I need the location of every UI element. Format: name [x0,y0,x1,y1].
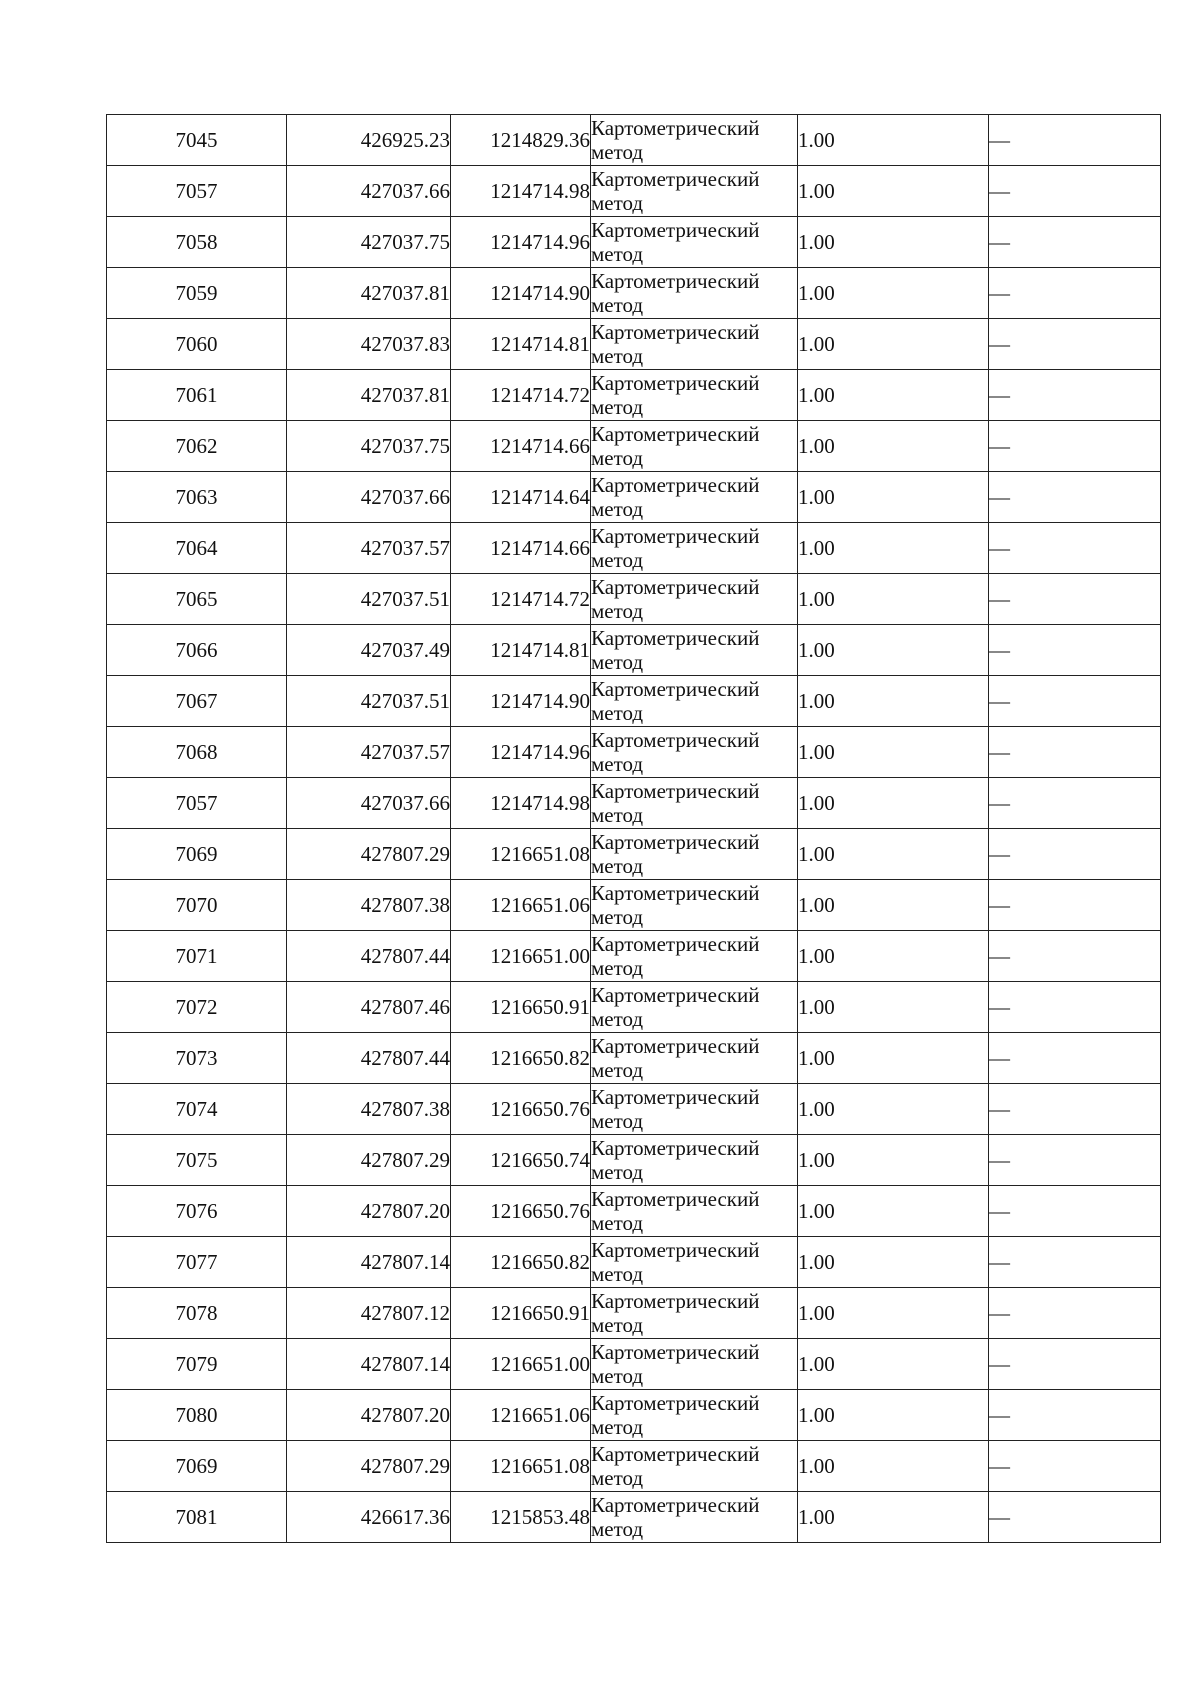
description-cell: — [989,625,1161,676]
description-cell: — [989,1033,1161,1084]
method-cell [591,1441,798,1492]
point-number-cell: 7070 [107,880,287,931]
method-line-2: метод [591,752,644,776]
point-number-cell: 7058 [107,217,287,268]
y-coordinate-cell: 1214714.81 [451,625,591,676]
description-cell: — [989,931,1161,982]
method-cell [591,1237,798,1288]
description-cell: — [989,880,1161,931]
method-line-2: метод [591,497,644,521]
table-row [107,829,1161,880]
method-line-2: метод [591,1415,644,1439]
method-line-2: метод [591,1007,644,1031]
table-row [107,268,1161,319]
method-cell [591,1186,798,1237]
point-number-cell: 7066 [107,625,287,676]
method-line-1: Картометрический [591,881,760,905]
method-cell [591,574,798,625]
coordinates-table-body [107,115,1161,1543]
table-row [107,166,1161,217]
y-coordinate-cell: 1216650.74 [451,1135,591,1186]
point-number-cell: 7069 [107,1441,287,1492]
x-coordinate-cell: 427807.20 [287,1186,451,1237]
method-cell [591,1492,798,1543]
accuracy-cell: 1.00 [798,778,989,829]
table-row [107,115,1161,166]
x-coordinate-cell: 427807.38 [287,880,451,931]
table-row [107,931,1161,982]
x-coordinate-cell: 427807.20 [287,1390,451,1441]
point-number-cell: 7057 [107,166,287,217]
accuracy-cell: 1.00 [798,166,989,217]
method-cell [591,472,798,523]
x-coordinate-cell: 426617.36 [287,1492,451,1543]
accuracy-cell: 1.00 [798,1237,989,1288]
accuracy-cell: 1.00 [798,1084,989,1135]
method-line-1: Картометрический [591,422,760,446]
point-number-cell: 7073 [107,1033,287,1084]
description-cell: — [989,370,1161,421]
accuracy-cell: 1.00 [798,217,989,268]
x-coordinate-cell: 427037.81 [287,268,451,319]
method-cell [591,1390,798,1441]
method-line-1: Картометрический [591,1034,760,1058]
table-row [107,319,1161,370]
table-row [107,1441,1161,1492]
point-number-cell: 7062 [107,421,287,472]
method-line-1: Картометрический [591,932,760,956]
method-cell [591,319,798,370]
point-number-cell: 7059 [107,268,287,319]
table-row [107,676,1161,727]
y-coordinate-cell: 1216650.76 [451,1186,591,1237]
method-cell [591,1084,798,1135]
method-line-2: метод [591,293,644,317]
point-number-cell: 7045 [107,115,287,166]
x-coordinate-cell: 427037.51 [287,676,451,727]
method-line-2: метод [591,344,644,368]
description-cell: — [989,1441,1161,1492]
accuracy-cell: 1.00 [798,523,989,574]
point-number-cell: 7079 [107,1339,287,1390]
method-line-1: Картометрический [591,728,760,752]
y-coordinate-cell: 1214714.72 [451,370,591,421]
point-number-cell: 7060 [107,319,287,370]
y-coordinate-cell: 1216650.91 [451,982,591,1033]
method-line-1: Картометрический [591,1085,760,1109]
method-line-2: метод [591,650,644,674]
accuracy-cell: 1.00 [798,472,989,523]
point-number-cell: 7076 [107,1186,287,1237]
method-line-2: метод [591,242,644,266]
x-coordinate-cell: 427807.38 [287,1084,451,1135]
x-coordinate-cell: 427037.81 [287,370,451,421]
y-coordinate-cell: 1214714.96 [451,217,591,268]
description-cell: — [989,1288,1161,1339]
point-number-cell: 7078 [107,1288,287,1339]
point-number-cell: 7067 [107,676,287,727]
x-coordinate-cell: 427807.29 [287,1441,451,1492]
point-number-cell: 7074 [107,1084,287,1135]
point-number-cell: 7077 [107,1237,287,1288]
x-coordinate-cell: 427037.66 [287,472,451,523]
x-coordinate-cell: 427037.57 [287,727,451,778]
description-cell: — [989,1390,1161,1441]
accuracy-cell: 1.00 [798,1186,989,1237]
description-cell: — [989,727,1161,778]
method-line-2: метод [591,701,644,725]
method-line-2: метод [591,1517,644,1541]
accuracy-cell: 1.00 [798,115,989,166]
method-cell [591,880,798,931]
method-line-2: метод [591,446,644,470]
method-line-1: Картометрический [591,779,760,803]
table-row [107,982,1161,1033]
accuracy-cell: 1.00 [798,1492,989,1543]
y-coordinate-cell: 1214714.98 [451,166,591,217]
x-coordinate-cell: 427037.66 [287,166,451,217]
method-line-2: метод [591,1364,644,1388]
description-cell: — [989,676,1161,727]
description-cell: — [989,523,1161,574]
method-line-2: метод [591,395,644,419]
description-cell: — [989,1492,1161,1543]
y-coordinate-cell: 1214714.64 [451,472,591,523]
x-coordinate-cell: 427037.57 [287,523,451,574]
y-coordinate-cell: 1216651.00 [451,1339,591,1390]
method-cell [591,676,798,727]
method-line-2: метод [591,1466,644,1490]
table-row [107,1135,1161,1186]
method-cell [591,727,798,778]
x-coordinate-cell: 427037.51 [287,574,451,625]
point-number-cell: 7068 [107,727,287,778]
y-coordinate-cell: 1214714.96 [451,727,591,778]
accuracy-cell: 1.00 [798,829,989,880]
table-row [107,1492,1161,1543]
accuracy-cell: 1.00 [798,1390,989,1441]
method-line-2: метод [591,1109,644,1133]
accuracy-cell: 1.00 [798,1033,989,1084]
accuracy-cell: 1.00 [798,370,989,421]
method-line-2: метод [591,1058,644,1082]
method-line-2: метод [591,803,644,827]
point-number-cell: 7080 [107,1390,287,1441]
description-cell: — [989,1186,1161,1237]
table-row [107,421,1161,472]
method-cell [591,217,798,268]
description-cell: — [989,115,1161,166]
method-line-2: метод [591,191,644,215]
point-number-cell: 7061 [107,370,287,421]
table-row [107,472,1161,523]
point-number-cell: 7069 [107,829,287,880]
table-row [107,1390,1161,1441]
method-line-1: Картометрический [591,1442,760,1466]
x-coordinate-cell: 427807.14 [287,1237,451,1288]
method-cell [591,625,798,676]
table-row [107,778,1161,829]
y-coordinate-cell: 1216651.08 [451,1441,591,1492]
y-coordinate-cell: 1214829.36 [451,115,591,166]
table-row [107,1084,1161,1135]
method-line-1: Картометрический [591,218,760,242]
y-coordinate-cell: 1216650.91 [451,1288,591,1339]
table-row [107,727,1161,778]
accuracy-cell: 1.00 [798,676,989,727]
method-cell [591,166,798,217]
description-cell: — [989,1339,1161,1390]
accuracy-cell: 1.00 [798,421,989,472]
x-coordinate-cell: 427807.44 [287,931,451,982]
table-row [107,1339,1161,1390]
method-cell [591,421,798,472]
x-coordinate-cell: 427807.29 [287,1135,451,1186]
method-line-1: Картометрический [591,1187,760,1211]
method-cell [591,1033,798,1084]
description-cell: — [989,1237,1161,1288]
x-coordinate-cell: 427037.75 [287,421,451,472]
x-coordinate-cell: 427807.12 [287,1288,451,1339]
table-row [107,523,1161,574]
y-coordinate-cell: 1214714.98 [451,778,591,829]
table-row [107,1288,1161,1339]
point-number-cell: 7063 [107,472,287,523]
method-line-2: метод [591,956,644,980]
method-cell [591,370,798,421]
method-line-2: метод [591,599,644,623]
description-cell: — [989,982,1161,1033]
method-line-1: Картометрический [591,1238,760,1262]
x-coordinate-cell: 427807.46 [287,982,451,1033]
point-number-cell: 7075 [107,1135,287,1186]
y-coordinate-cell: 1216650.76 [451,1084,591,1135]
method-line-1: Картометрический [591,116,760,140]
method-line-1: Картометрический [591,371,760,395]
method-line-1: Картометрический [591,167,760,191]
x-coordinate-cell: 427037.49 [287,625,451,676]
method-cell [591,982,798,1033]
method-line-2: метод [591,905,644,929]
method-cell [591,115,798,166]
method-line-1: Картометрический [591,626,760,650]
accuracy-cell: 1.00 [798,319,989,370]
method-cell [591,1339,798,1390]
method-line-1: Картометрический [591,1493,760,1517]
method-line-2: метод [591,140,644,164]
y-coordinate-cell: 1216650.82 [451,1033,591,1084]
description-cell: — [989,829,1161,880]
method-cell [591,523,798,574]
method-line-1: Картометрический [591,983,760,1007]
x-coordinate-cell: 427807.29 [287,829,451,880]
x-coordinate-cell: 427037.75 [287,217,451,268]
method-line-1: Картометрический [591,1340,760,1364]
method-line-1: Картометрический [591,1136,760,1160]
method-line-1: Картометрический [591,320,760,344]
accuracy-cell: 1.00 [798,1288,989,1339]
description-cell: — [989,166,1161,217]
method-cell [591,1135,798,1186]
x-coordinate-cell: 427807.44 [287,1033,451,1084]
y-coordinate-cell: 1214714.72 [451,574,591,625]
accuracy-cell: 1.00 [798,931,989,982]
accuracy-cell: 1.00 [798,1339,989,1390]
description-cell: — [989,319,1161,370]
method-line-1: Картометрический [591,524,760,548]
description-cell: — [989,217,1161,268]
method-cell [591,931,798,982]
accuracy-cell: 1.00 [798,625,989,676]
accuracy-cell: 1.00 [798,880,989,931]
y-coordinate-cell: 1214714.66 [451,523,591,574]
x-coordinate-cell: 426925.23 [287,115,451,166]
table-row [107,217,1161,268]
x-coordinate-cell: 427807.14 [287,1339,451,1390]
method-line-1: Картометрический [591,830,760,854]
description-cell: — [989,1135,1161,1186]
point-number-cell: 7065 [107,574,287,625]
method-cell [591,268,798,319]
accuracy-cell: 1.00 [798,1441,989,1492]
description-cell: — [989,268,1161,319]
table-row [107,574,1161,625]
accuracy-cell: 1.00 [798,574,989,625]
method-line-2: метод [591,854,644,878]
accuracy-cell: 1.00 [798,1135,989,1186]
point-number-cell: 7057 [107,778,287,829]
table-row [107,370,1161,421]
y-coordinate-cell: 1216651.06 [451,880,591,931]
y-coordinate-cell: 1214714.81 [451,319,591,370]
method-cell [591,778,798,829]
y-coordinate-cell: 1214714.90 [451,676,591,727]
method-cell [591,1288,798,1339]
accuracy-cell: 1.00 [798,268,989,319]
table-row [107,625,1161,676]
description-cell: — [989,574,1161,625]
x-coordinate-cell: 427037.66 [287,778,451,829]
method-cell [591,829,798,880]
accuracy-cell: 1.00 [798,727,989,778]
y-coordinate-cell: 1214714.66 [451,421,591,472]
method-line-2: метод [591,1211,644,1235]
description-cell: — [989,472,1161,523]
coordinates-table [106,114,1161,1543]
y-coordinate-cell: 1215853.48 [451,1492,591,1543]
method-line-1: Картометрический [591,269,760,293]
method-line-2: метод [591,1160,644,1184]
x-coordinate-cell: 427037.83 [287,319,451,370]
y-coordinate-cell: 1216651.00 [451,931,591,982]
description-cell: — [989,778,1161,829]
method-line-2: метод [591,1262,644,1286]
method-line-1: Картометрический [591,1391,760,1415]
method-line-1: Картометрический [591,1289,760,1313]
table-row [107,1186,1161,1237]
y-coordinate-cell: 1216650.82 [451,1237,591,1288]
point-number-cell: 7081 [107,1492,287,1543]
description-cell: — [989,1084,1161,1135]
method-line-1: Картометрический [591,677,760,701]
table-row [107,1033,1161,1084]
method-line-2: метод [591,1313,644,1337]
method-line-1: Картометрический [591,473,760,497]
y-coordinate-cell: 1216651.06 [451,1390,591,1441]
description-cell: — [989,421,1161,472]
y-coordinate-cell: 1214714.90 [451,268,591,319]
point-number-cell: 7072 [107,982,287,1033]
method-line-2: метод [591,548,644,572]
method-line-1: Картометрический [591,575,760,599]
point-number-cell: 7071 [107,931,287,982]
point-number-cell: 7064 [107,523,287,574]
y-coordinate-cell: 1216651.08 [451,829,591,880]
table-row [107,880,1161,931]
accuracy-cell: 1.00 [798,982,989,1033]
table-row [107,1237,1161,1288]
